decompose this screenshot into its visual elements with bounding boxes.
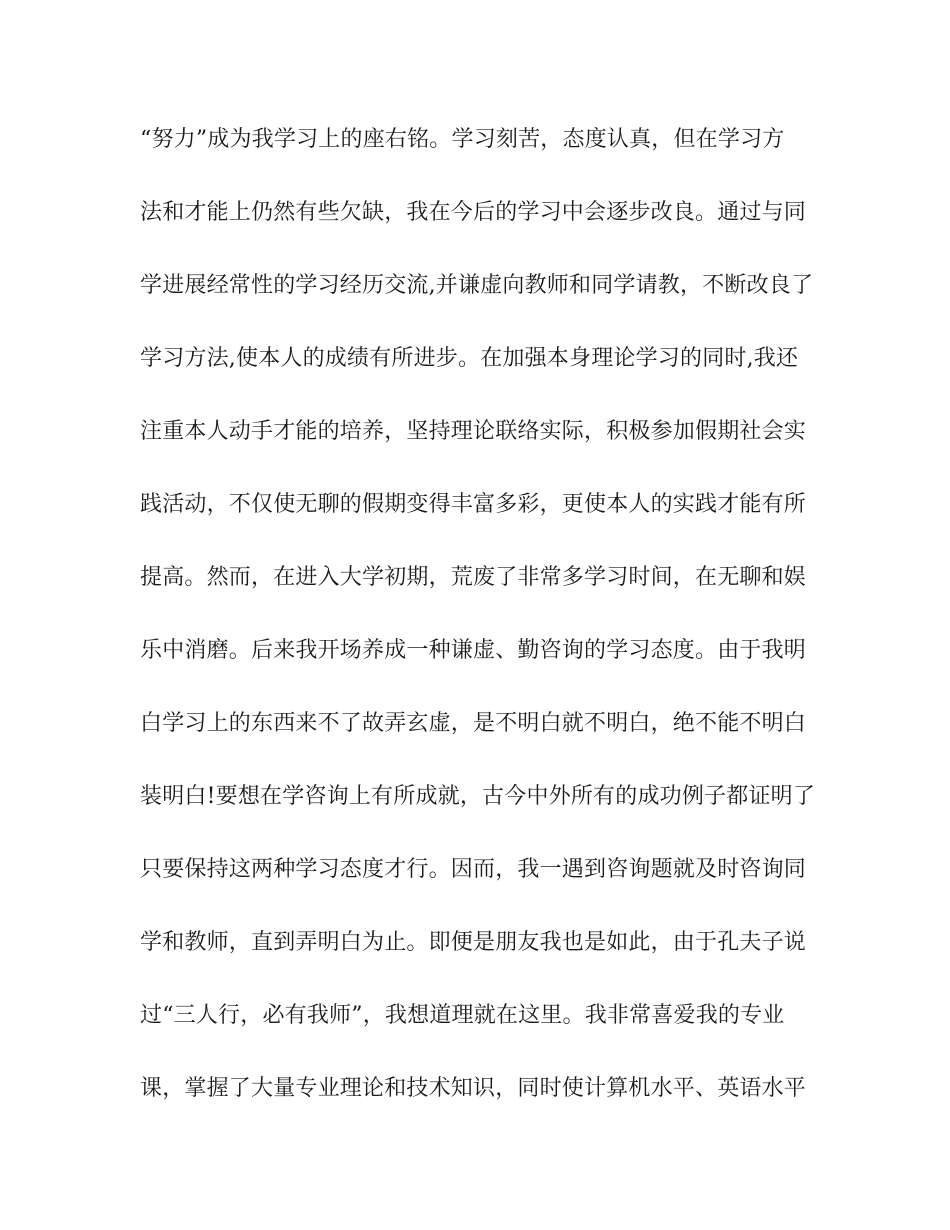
- text-line: 只要保持这两种学习态度才行。因而，我一遇到咨询题就及时咨询同: [140, 857, 807, 882]
- text-line: 注重本人动手才能的培养，坚持理论联络实际，积极参加假期社会实: [140, 419, 807, 444]
- text-line: 学和教师，直到弄明白为止。即便是朋友我也是如此，由于孔夫子说: [140, 930, 807, 955]
- text-line: 白学习上的东西来不了故弄玄虚，是不明白就不明白，绝不能不明白: [140, 711, 807, 736]
- body-text: [140, 120, 820, 1142]
- text-line: 践活动，不仅使无聊的假期变得丰富多彩，更使本人的实践才能有所: [140, 492, 807, 517]
- text-line: 课，掌握了大量专业理论和技术知识，同时使计算机水平、英语水平: [140, 1076, 807, 1101]
- text-line: 学进展经常性的学习经历交流,并谦虚向教师和同学请教，不断改良了: [140, 273, 814, 298]
- text-line: “努力”成为我学习上的座右铭。学习刻苦，态度认真，但在学习方: [140, 127, 785, 152]
- text-line: 乐中消磨。后来我开场养成一种谦虚、勤咨询的学习态度。由于我明: [140, 638, 807, 663]
- text-line: 过“三人行，必有我师”，我想道理就在这里。我非常喜爱我的专业: [140, 1003, 785, 1028]
- text-line: 装明白!要想在学咨询上有所成就，古今中外所有的成功例子都证明了: [140, 784, 816, 809]
- text-line: 法和才能上仍然有些欠缺，我在今后的学习中会逐步改良。通过与同: [140, 200, 807, 225]
- text-line: 提高。然而，在进入大学初期，荒废了非常多学习时间，在无聊和娱: [140, 565, 807, 590]
- text-line: 学习方法,使本人的成绩有所进步。在加强本身理论学习的同时,我还: [140, 346, 799, 371]
